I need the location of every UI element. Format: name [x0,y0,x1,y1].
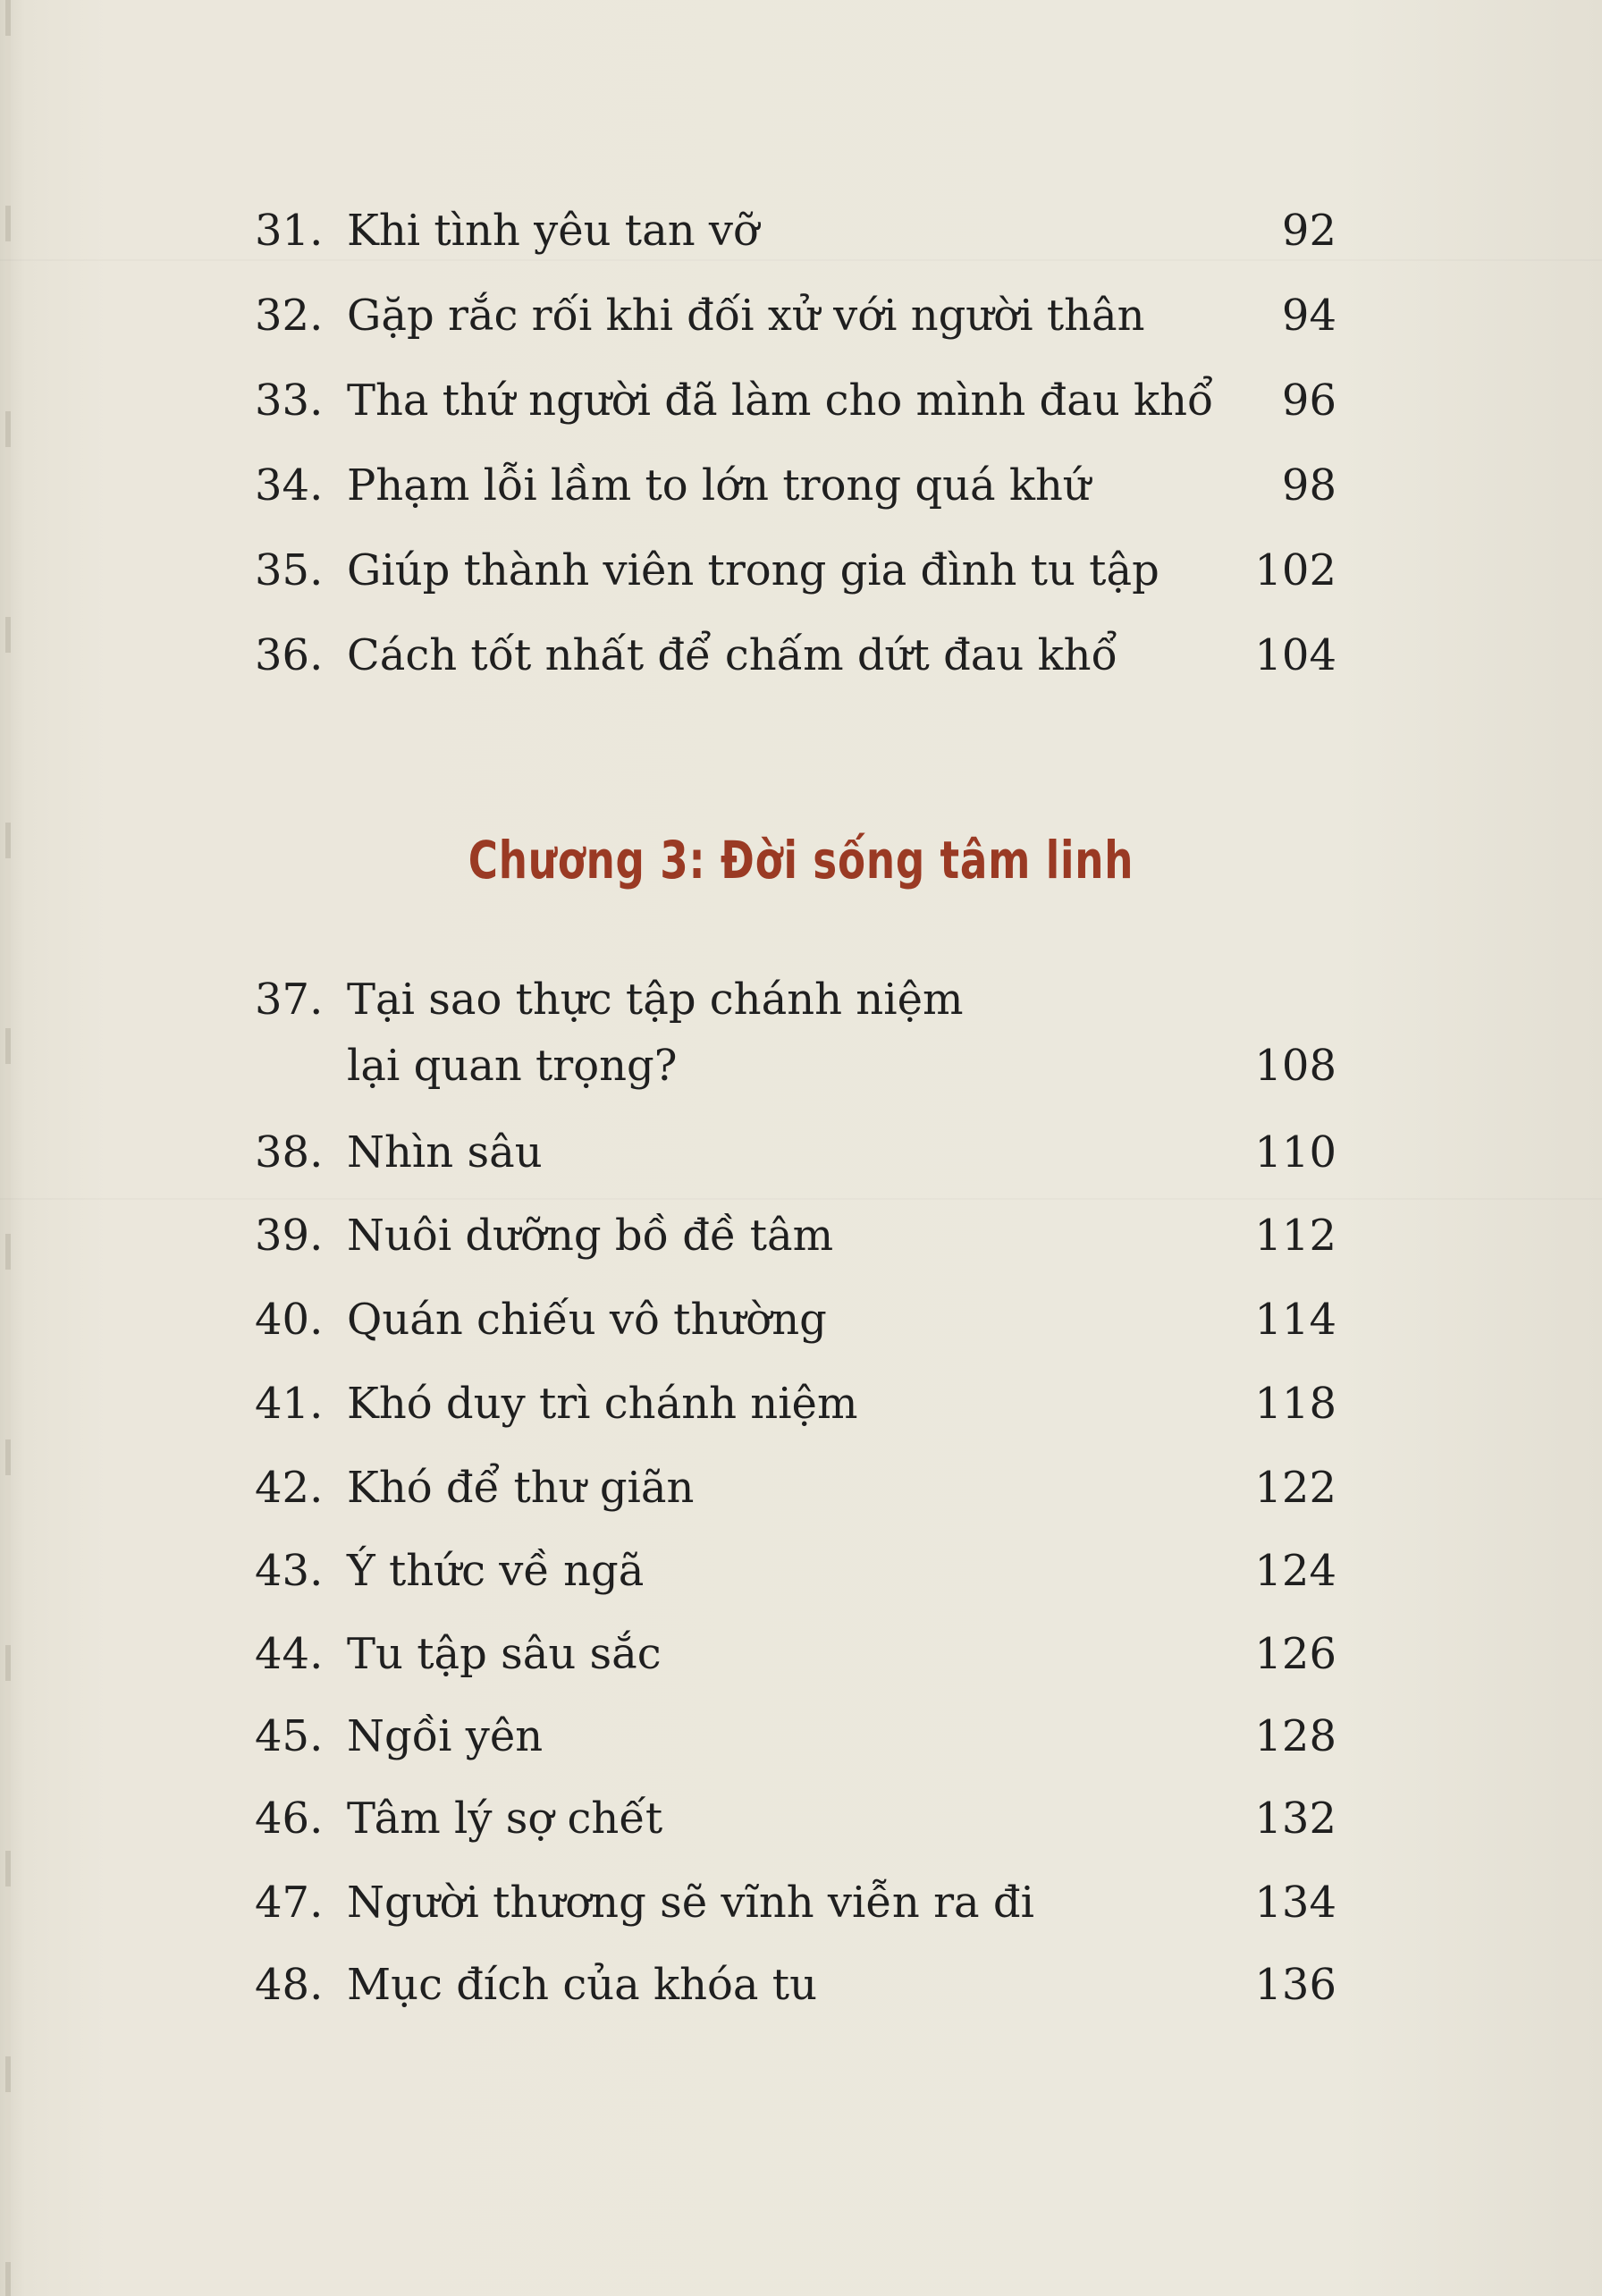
entry-title: Tu tập sâu sắc [347,1629,662,1679]
entry-page-number: 126 [1254,1629,1336,1679]
entry-number: 33. [255,376,324,426]
entry-page-number: 134 [1254,1878,1336,1928]
toc-entry[interactable] [255,1792,1336,1845]
entry-title: Ngồi yên [347,1711,544,1761]
entry-number: 34. [255,460,324,511]
entry-page-number: 114 [1254,1295,1336,1345]
entry-page-number: 128 [1254,1711,1336,1761]
entry-title: Khi tình yêu tan vỡ [347,206,759,256]
toc-entry[interactable] [255,1876,1336,1929]
toc-entry[interactable] [255,1209,1336,1262]
entry-title: Ý thức về ngã [347,1546,645,1596]
toc-entry[interactable] [255,1126,1336,1179]
entry-number: 39. [255,1211,324,1261]
entry-title: Quán chiếu vô thường [347,1295,827,1345]
chapter-heading: Chương 3: Đời sống tâm linh [468,830,1134,891]
entry-number: 44. [255,1629,324,1679]
entry-number: 37. [255,975,324,1025]
toc-entry[interactable] [255,973,1336,1091]
entry-number: 45. [255,1711,324,1761]
entry-number: 36. [255,630,324,680]
toc-entry[interactable] [255,544,1336,597]
entry-title: Nuôi dưỡng bồ đề tâm [347,1211,834,1261]
entry-number: 46. [255,1794,324,1844]
entry-page-number: 92 [1281,206,1336,256]
entry-page-number: 118 [1254,1379,1336,1429]
toc-entry[interactable] [255,459,1336,512]
entry-page-number: 136 [1254,1960,1336,2010]
entry-number: 38. [255,1127,324,1178]
toc-entry[interactable] [255,1709,1336,1763]
toc-entry[interactable] [255,629,1336,682]
entry-title: Cách tốt nhất để chấm dứt đau khổ [347,630,1117,680]
entry-title: Khó để thư giãn [347,1463,695,1513]
entry-number: 43. [255,1546,324,1596]
entry-page-number: 122 [1254,1463,1336,1513]
entry-title: Nhìn sâu [347,1127,543,1178]
entry-page-number: 112 [1254,1211,1336,1261]
entry-title: Mục đích của khóa tu [347,1960,817,2010]
entry-page-number: 110 [1254,1127,1336,1178]
toc-entry[interactable] [255,1958,1336,2012]
entry-title: Phạm lỗi lầm to lớn trong quá khứ [347,460,1091,511]
entry-page-number: 94 [1281,291,1336,341]
entry-number: 48. [255,1960,324,2010]
entry-page-number: 96 [1281,376,1336,426]
entry-number: 40. [255,1295,324,1345]
entry-page-number: 124 [1254,1546,1336,1596]
entry-page-number: 104 [1254,630,1336,680]
toc-entry[interactable] [255,1544,1336,1598]
toc-entry[interactable] [255,1461,1336,1515]
toc-entry[interactable] [255,374,1336,427]
toc-entry[interactable] [255,1293,1336,1346]
entry-title: Giúp thành viên trong gia đình tu tập [347,545,1159,595]
entry-title-continuation: lại quan trọng? [347,1041,678,1091]
entry-title: Khó duy trì chánh niệm [347,1379,858,1429]
entry-page-number: 108 [1254,1041,1336,1091]
entry-title: Tại sao thực tập chánh niệm [347,975,964,1025]
entry-title: Tha thứ người đã làm cho mình đau khổ [347,376,1214,426]
entry-number: 35. [255,545,324,595]
entry-number: 41. [255,1379,324,1429]
toc-entry[interactable] [255,289,1336,342]
toc-entry[interactable] [255,204,1336,257]
entry-number: 31. [255,206,324,256]
entry-number: 32. [255,291,324,341]
entry-title: Gặp rắc rối khi đối xử với người thân [347,291,1145,341]
entry-number: 42. [255,1463,324,1513]
entry-page-number: 102 [1254,545,1336,595]
entry-title: Tâm lý sợ chết [347,1794,663,1844]
entry-number: 47. [255,1878,324,1928]
entry-title: Người thương sẽ vĩnh viễn ra đi [347,1878,1034,1928]
entry-page-number: 132 [1254,1794,1336,1844]
toc-entry[interactable] [255,1377,1336,1431]
entry-page-number: 98 [1281,460,1336,511]
toc-entry[interactable] [255,1627,1336,1681]
